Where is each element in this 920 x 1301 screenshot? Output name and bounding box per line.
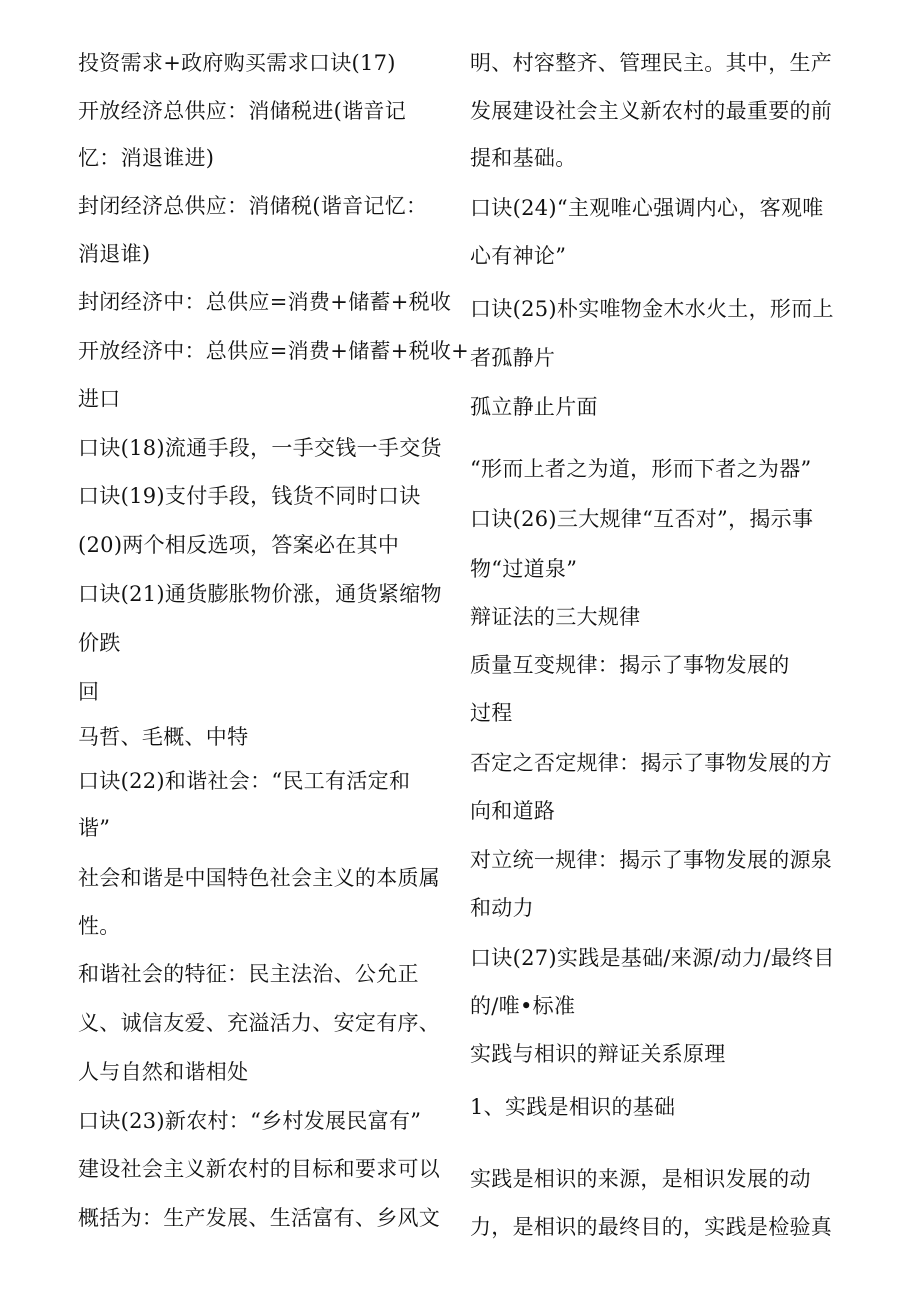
text-line: 回 bbox=[78, 680, 100, 704]
text-line: 的/唯•标准 bbox=[470, 994, 576, 1018]
text-line: 投资需求+政府购买需求口诀(17) bbox=[78, 51, 396, 75]
text-line: 力，是相识的最终目的，实践是检验真 bbox=[470, 1215, 833, 1239]
text-line: 谐” bbox=[78, 816, 111, 840]
text-line: 开放经济总供应：消储税进(谐音记 bbox=[78, 99, 406, 123]
text-line: 物“过道泉” bbox=[470, 557, 578, 581]
text-line: 进口 bbox=[78, 387, 121, 411]
text-line: 开放经济中：总供应=消费+储蓄+税收+ bbox=[78, 339, 470, 363]
text-line: 忆：消退谁进) bbox=[78, 146, 215, 170]
text-line: 口诀(26)三大规律“互否对”，揭示事 bbox=[470, 507, 814, 531]
text-line: 口诀(21)通货膨胀物价涨，通货紧缩物 bbox=[78, 582, 442, 606]
text-line: 实践是相识的来源，是相识发展的动 bbox=[470, 1167, 811, 1191]
text-line: 和动力 bbox=[470, 896, 534, 920]
text-line: 口诀(23)新农村：“乡村发展民富有” bbox=[78, 1109, 422, 1133]
text-line: 否定之否定规律：揭示了事物发展的方 bbox=[470, 751, 833, 775]
text-line: 口诀(24)“主观唯心强调内心，客观唯 bbox=[470, 196, 824, 220]
text-line: 向和道路 bbox=[470, 799, 556, 823]
text-line: 孤立静止片面 bbox=[470, 395, 598, 419]
text-line: 口诀(22)和谐社会：“民工有活定和 bbox=[78, 769, 411, 793]
text-line: 封闭经济总供应：消储税(谐音记忆： bbox=[78, 194, 428, 218]
text-line: (20)两个相反选项，答案必在其中 bbox=[78, 533, 400, 557]
text-line: 概括为：生产发展、生活富有、乡风文 bbox=[78, 1206, 441, 1230]
text-line: 价跌 bbox=[78, 631, 121, 655]
text-line: 口诀(18)流通手段，一手交钱一手交货 bbox=[78, 436, 442, 460]
text-line: 过程 bbox=[470, 701, 513, 725]
text-line: 者孤静片 bbox=[470, 346, 556, 370]
text-line: 性。 bbox=[78, 914, 121, 938]
text-line: 义、诚信友爱、充溢活力、安定有序、 bbox=[78, 1011, 441, 1035]
text-line: 封闭经济中：总供应=消费+储蓄+税收 bbox=[78, 290, 452, 314]
text-line: 口诀(27)实践是基础/来源/动力/最终目 bbox=[470, 946, 835, 970]
text-line: 明、村容整齐、管理民主。其中，生产 bbox=[470, 51, 833, 75]
text-line: 建设社会主义新农村的目标和要求可以 bbox=[78, 1157, 441, 1181]
text-line: 辩证法的三大规律 bbox=[470, 605, 641, 629]
text-line: 1、实践是相识的基础 bbox=[470, 1095, 676, 1119]
text-line: “形而上者之为道，形而下者之为器” bbox=[470, 457, 812, 481]
text-line: 和谐社会的特征：民主法治、公允正 bbox=[78, 962, 419, 986]
text-line: 口诀(19)支付手段，钱货不同时口诀 bbox=[78, 484, 421, 508]
text-line: 发展建设社会主义新农村的最重要的前 bbox=[470, 99, 833, 123]
text-line: 人与自然和谐相处 bbox=[78, 1060, 249, 1084]
text-line: 口诀(25)朴实唯物金木水火土，形而上 bbox=[470, 297, 834, 321]
text-line: 马哲、毛概、中特 bbox=[78, 725, 249, 749]
text-line: 提和基础。 bbox=[470, 146, 577, 170]
text-line: 消退谁) bbox=[78, 242, 151, 266]
text-line: 质量互变规律：揭示了事物发展的 bbox=[470, 653, 790, 677]
text-line: 实践与相识的辩证关系原理 bbox=[470, 1042, 726, 1066]
text-line: 对立统一规律：揭示了事物发展的源泉 bbox=[470, 848, 833, 872]
text-line: 社会和谐是中国特色社会主义的本质属 bbox=[78, 866, 441, 890]
text-line: 心有神论” bbox=[470, 244, 567, 268]
